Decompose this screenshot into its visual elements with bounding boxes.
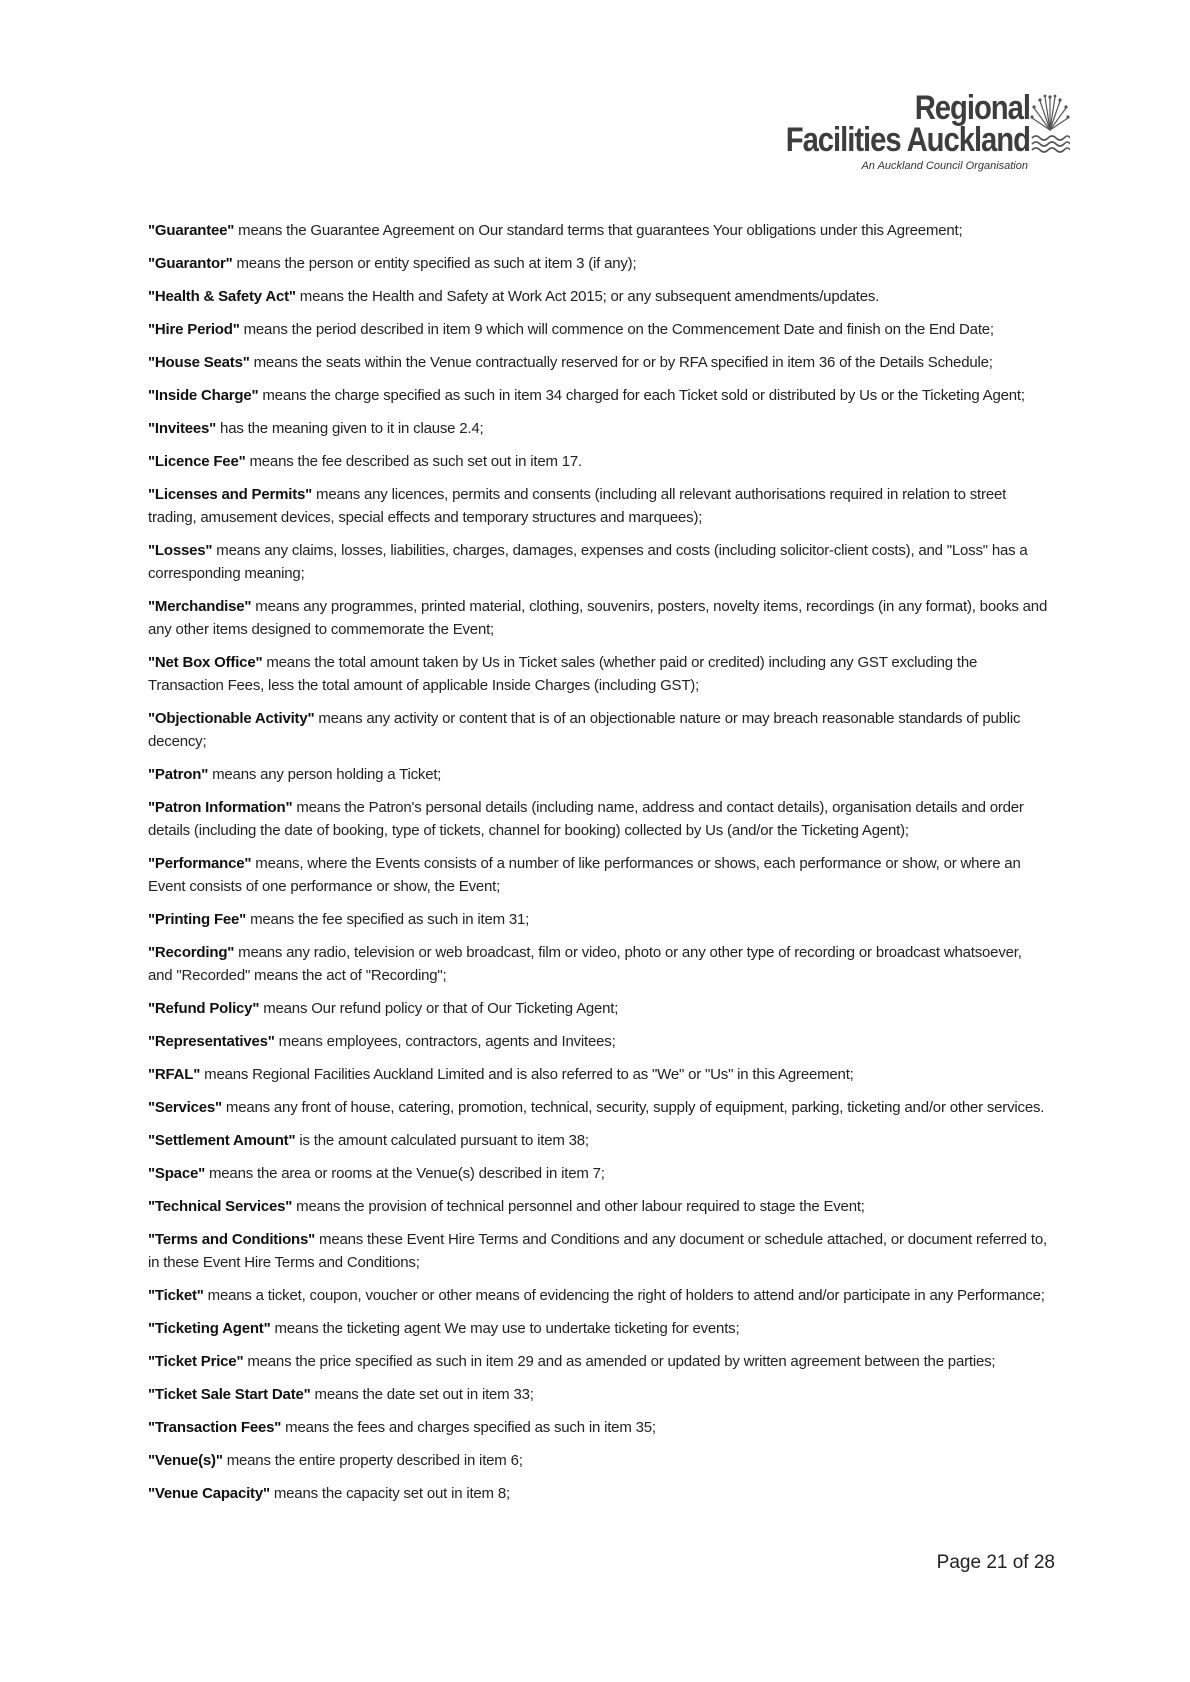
definition-term: "Ticket Price" [148, 1353, 244, 1370]
definition-text: means any licences, permits and consents (including all relevant authorisations required in relation to street trading, amusement devices, special effects and temporary structures and marquees); [148, 486, 1007, 526]
definition-item [148, 351, 1048, 374]
definition-text: means any person holding a Ticket; [208, 766, 442, 783]
definition-term: "Licence Fee" [148, 453, 246, 470]
definition-text: means the total amount taken by Us in Ticket sales (whether paid or credited) including any GST excluding the Transaction Fees, less the total amount of applicable Inside Charges (including GST); [148, 654, 978, 694]
definition-term: "Transaction Fees" [148, 1419, 282, 1436]
definition-item [148, 796, 1048, 842]
definition-text: means any programmes, printed material, clothing, souvenirs, posters, novelty items, recordings (in any format), books and any other items designed to commemorate the Event; [148, 598, 1048, 638]
definition-text: means the provision of technical personnel and other labour required to stage the Event; [292, 1198, 865, 1215]
definition-text: means the person or entity specified as such at item 3 (if any); [232, 255, 637, 272]
definition-term: "Inside Charge" [148, 387, 259, 404]
definition-text: means the entire property described in item 6; [222, 1452, 523, 1469]
organisation-logo [746, 89, 1030, 172]
definition-term: "Losses" [148, 542, 213, 559]
definition-term: "Terms and Conditions" [148, 1231, 316, 1248]
definition-term: "Hire Period" [148, 321, 240, 338]
definition-text: means the area or rooms at the Venue(s) described in item 7; [205, 1165, 605, 1182]
definition-item [148, 1228, 1048, 1274]
definition-item [148, 483, 1048, 529]
definition-text: means the date set out in item 33; [310, 1386, 534, 1403]
definition-text: means the period described in item 9 which will commence on the Commencement Date and finish on the End Date; [239, 321, 994, 338]
definition-term: "Space" [148, 1165, 206, 1182]
logo-line-regional: Regional [914, 89, 1030, 127]
definition-term: "Printing Fee" [148, 911, 247, 928]
definition-text: means the fee specified as such in item 31; [246, 911, 530, 928]
definition-item [148, 1350, 1048, 1373]
definition-term: "RFAL" [148, 1066, 201, 1083]
logo-tagline: An Auckland Council Organisation [861, 160, 1028, 172]
definition-term: "Health & Safety Act" [148, 288, 296, 305]
definition-text: means the Health and Safety at Work Act 2015; or any subsequent amendments/updates. [295, 288, 880, 305]
pohutukawa-flower-icon [1030, 92, 1070, 162]
definition-term: "Patron" [148, 766, 209, 783]
definition-text: means any radio, television or web broadcast, film or video, photo or any other type of recording or broadcast whatsoever, and "Recorded" means the act of "Recording"; [148, 944, 1022, 984]
definition-term: "Refund Policy" [148, 1000, 260, 1017]
definition-term: "Ticket Sale Start Date" [148, 1386, 311, 1403]
definition-item [148, 707, 1048, 753]
definition-text: means the Guarantee Agreement on Our standard terms that guarantees Your obligations under this Agreement; [234, 222, 963, 239]
definition-item [148, 1449, 1048, 1472]
definition-term: "Patron Information" [148, 799, 293, 816]
definition-item [148, 941, 1048, 987]
definition-item [148, 908, 1048, 931]
definition-item [148, 1284, 1048, 1307]
definition-term: "Guarantee" [148, 222, 235, 239]
definition-item [148, 450, 1048, 473]
definition-item [148, 219, 1048, 242]
definition-text: means a ticket, coupon, voucher or other means of evidencing the right of holders to attend and/or participate in any Performance; [203, 1287, 1045, 1304]
definition-term: "Ticketing Agent" [148, 1320, 271, 1337]
definition-term: "Technical Services" [148, 1198, 293, 1215]
definition-text: means the capacity set out in item 8; [269, 1485, 510, 1502]
definition-text: means the fees and charges specified as such in item 35; [281, 1419, 656, 1436]
definition-item [148, 1063, 1048, 1086]
definition-term: "Venue Capacity" [148, 1485, 270, 1502]
definition-term: "Invitees" [148, 420, 217, 437]
definition-term: "Guarantor" [148, 255, 233, 272]
definition-item [148, 252, 1048, 275]
logo-line-facilities-auckland: Facilities Auckland [785, 121, 1030, 159]
definition-item [148, 539, 1048, 585]
definition-text: means the price specified as such in item 29 and as amended or updated by written agreement between the parties; [243, 1353, 996, 1370]
definition-item [148, 852, 1048, 898]
definition-term: "House Seats" [148, 354, 250, 371]
definition-term: "Venue(s)" [148, 1452, 223, 1469]
definition-term: "Merchandise" [148, 598, 252, 615]
definition-item [148, 1416, 1048, 1439]
definition-text: means any claims, losses, liabilities, charges, damages, expenses and costs (including solicitor-client costs), and "Loss" has a corresponding meaning; [148, 542, 1028, 582]
definition-item [148, 1383, 1048, 1406]
definition-item [148, 1317, 1048, 1340]
page-number: Page 21 of 28 [936, 1552, 1055, 1573]
definition-text: means any front of house, catering, promotion, technical, security, supply of equipment, parking, ticketing and/or other services. [221, 1099, 1045, 1116]
definition-text: means, where the Events consists of a number of like performances or shows, each performance or show, or where an Event consists of one performance or show, the Event; [148, 855, 1021, 895]
definition-text: means Regional Facilities Auckland Limited and is also referred to as "We" or "Us" in this Agreement; [200, 1066, 854, 1083]
definition-term: "Settlement Amount" [148, 1132, 296, 1149]
definition-item [148, 1482, 1048, 1505]
definition-text: means the ticketing agent We may use to undertake ticketing for events; [270, 1320, 740, 1337]
definition-term: "Services" [148, 1099, 222, 1116]
definition-item [148, 651, 1048, 697]
definition-term: "Performance" [148, 855, 252, 872]
definition-term: "Recording" [148, 944, 235, 961]
definition-text: means employees, contractors, agents and Invitees; [274, 1033, 616, 1050]
definition-item [148, 595, 1048, 641]
definition-text: means the seats within the Venue contractually reserved for or by RFA specified in item 36 of the Details Schedule; [249, 354, 993, 371]
definition-item [148, 1162, 1048, 1185]
definition-item [148, 763, 1048, 786]
definition-item [148, 1096, 1048, 1119]
definition-item [148, 285, 1048, 308]
definition-text: means the fee described as such set out in item 17. [245, 453, 582, 470]
definition-item [148, 417, 1048, 440]
definition-item [148, 1195, 1048, 1218]
definition-text: has the meaning given to it in clause 2.4; [216, 420, 484, 437]
definition-term: "Objectionable Activity" [148, 710, 315, 727]
definition-item [148, 1129, 1048, 1152]
definition-text: means the charge specified as such in item 34 charged for each Ticket sold or distributed by Us or the Ticketing Agent; [258, 387, 1025, 404]
definition-item [148, 384, 1048, 407]
definition-item [148, 1030, 1048, 1053]
definition-text: means the Patron's personal details (including name, address and contact details), organisation details and order details (including the date of booking, type of tickets, channel for booking) collected by Us (and/or the Ticketing Agent); [148, 799, 1024, 839]
definition-item [148, 997, 1048, 1020]
definition-term: "Representatives" [148, 1033, 275, 1050]
definition-text: means Our refund policy or that of Our Ticketing Agent; [259, 1000, 619, 1017]
definitions-list [148, 219, 1048, 1515]
definition-text: is the amount calculated pursuant to item 38; [295, 1132, 589, 1149]
definition-term: "Net Box Office" [148, 654, 263, 671]
definition-text: means these Event Hire Terms and Conditions and any document or schedule attached, or document referred to, in these Event Hire Terms and Conditions; [148, 1231, 1047, 1271]
definition-text: means any activity or content that is of an objectionable nature or may breach reasonable standards of public decency; [148, 710, 1021, 750]
definition-term: "Ticket" [148, 1287, 204, 1304]
definition-item [148, 318, 1048, 341]
definition-term: "Licenses and Permits" [148, 486, 313, 503]
